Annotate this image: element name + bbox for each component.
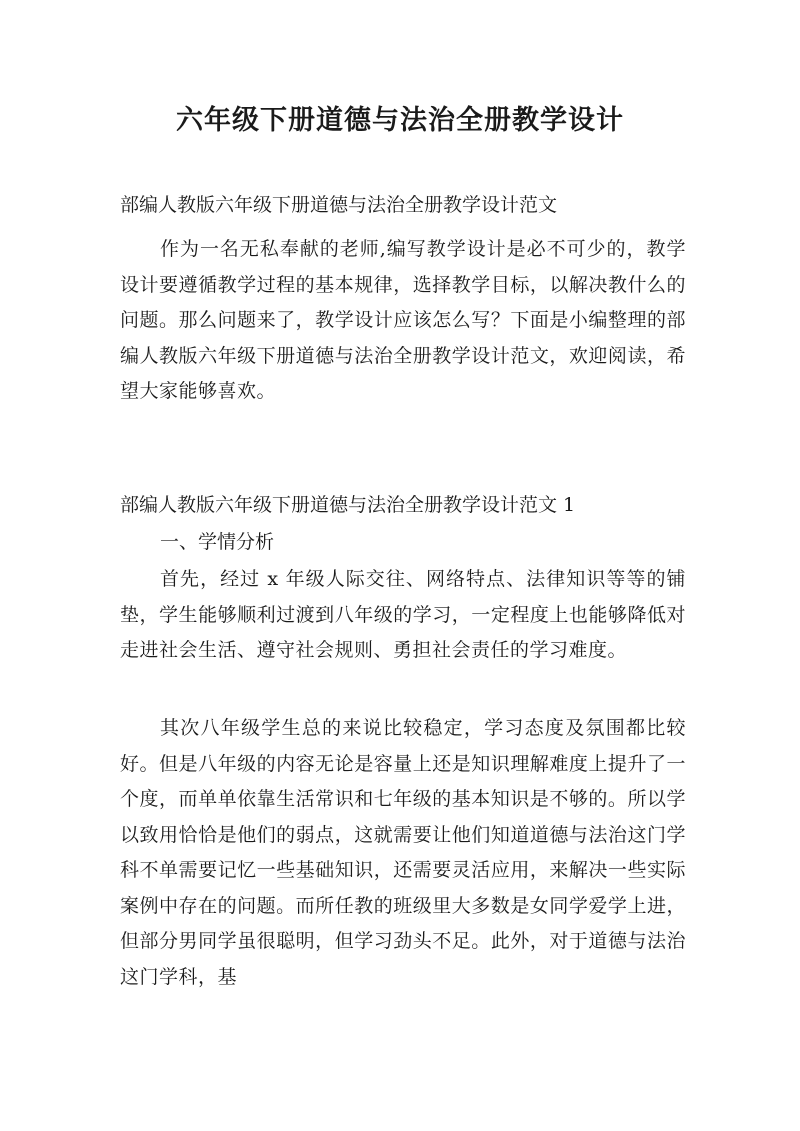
section-title: 部编人教版六年级下册道德与法治全册教学设计范文 1 xyxy=(120,494,576,516)
section-heading: 一、学情分析 xyxy=(160,531,275,553)
body-paragraph-2: 其次八年级学生总的来说比较稳定，学习态度及氛围都比较好。但是八年级的内容无论是容量上还是知识理解难度上提升了一个度，而单单依靠生活常识和七年级的基本知识是不够的。所以学以致用恰恰是他们的弱点，这就需要让他们知道道德与法治这门学科不单需要记忆一些基础知识，还需要灵活应用，来解决一些实际案例中存在的问题。而所任教的班级里大多数是女同学爱学上进，但部分男同学虽很聪明，但学习劲头不足。此外，对于道德与法治这门学科，基 xyxy=(120,717,686,988)
document-subtitle: 部编人教版六年级下册道德与法治全册教学设计范文 xyxy=(120,194,558,216)
intro-paragraph: 作为一名无私奉献的老师,编写教学设计是必不可少的，教学设计要遵循教学过程的基本规律，选择教学目标，以解决教什么的问题。那么问题来了，教学设计应该怎么写？下面是小编整理的部编人教版六年级下册道德与法治全册教学设计范文，欢迎阅读，希望大家能够喜欢。 xyxy=(120,238,686,402)
body-paragraph-1: 首先，经过 x 年级人际交往、网络特点、法律知识等等的铺垫，学生能够顺利过渡到八年级的学习，一定程度上也能够降低对走进社会生活、遵守社会规则、勇担社会责任的学习难度。 xyxy=(120,568,686,661)
document-title: 六年级下册道德与法治全册教学设计 xyxy=(176,105,624,136)
